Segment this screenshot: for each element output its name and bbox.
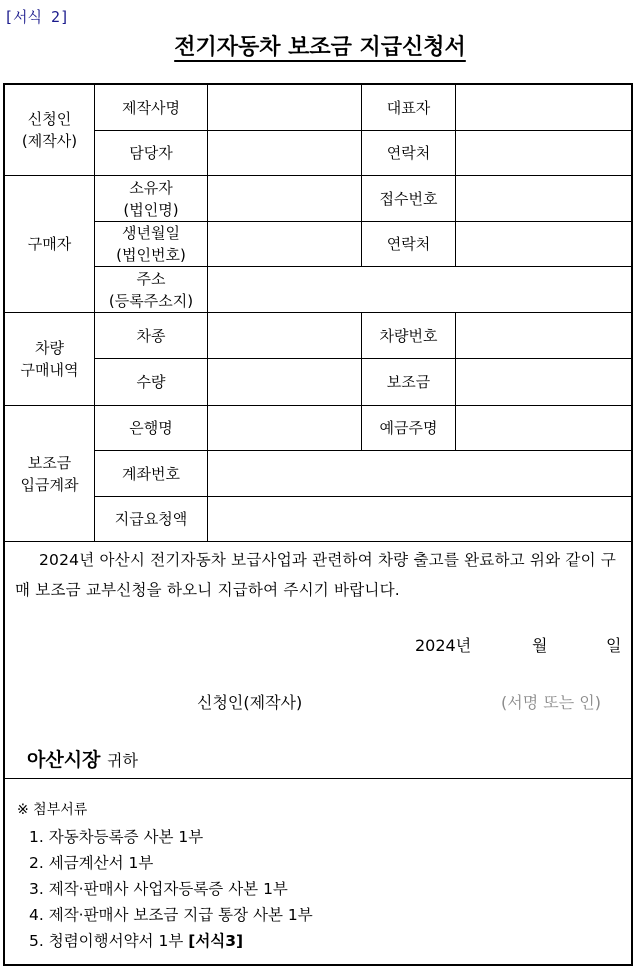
- label-address: 주소 (등록주소지): [95, 267, 208, 313]
- field-buyer-contact[interactable]: [456, 222, 631, 267]
- field-address[interactable]: [208, 267, 631, 313]
- attachment-item: 4. 제작·판매사 보조금 지급 통장 사본 1부: [29, 906, 313, 924]
- application-form: [3, 83, 633, 966]
- page-title: [0, 30, 640, 61]
- attachment-item: 3. 제작·판매사 사업자등록증 사본 1부: [29, 880, 288, 898]
- label-manager: 담당자: [95, 131, 208, 176]
- field-account-holder[interactable]: [456, 406, 631, 451]
- form-number: [서식 2]: [4, 8, 70, 26]
- attachments-title: ※ 첨부서류: [17, 802, 88, 818]
- field-plate-number[interactable]: [456, 313, 631, 359]
- signature-label: 신청인(제작사): [197, 693, 303, 712]
- label-applicant-contact: 연락처: [362, 131, 456, 176]
- label-representative: 대표자: [362, 85, 456, 131]
- field-birth-date[interactable]: [208, 222, 362, 267]
- attachment-item: [29, 929, 243, 951]
- label-vehicle-model: 차종: [95, 313, 208, 359]
- field-manager[interactable]: [208, 131, 362, 176]
- signature-hint: (서명 또는 인): [501, 693, 601, 712]
- field-owner[interactable]: [208, 176, 362, 222]
- field-representative[interactable]: [456, 85, 631, 131]
- label-owner: 소유자 (법인명): [95, 176, 208, 222]
- field-manufacturer-name[interactable]: [208, 85, 362, 131]
- date-month: 월: [532, 636, 548, 655]
- field-vehicle-model[interactable]: [208, 313, 362, 359]
- label-birth-date: 생년월일 (법인번호): [95, 222, 208, 267]
- field-subsidy[interactable]: [456, 359, 631, 406]
- label-quantity: 수량: [95, 359, 208, 406]
- field-requested-amount[interactable]: [208, 497, 631, 542]
- field-applicant-contact[interactable]: [456, 131, 631, 176]
- date-year: 2024년: [415, 636, 472, 655]
- label-plate-number: 차량번호: [362, 313, 456, 359]
- attachment-item-text: 5. 청렴이행서약서 1부: [29, 932, 184, 950]
- field-receipt-number[interactable]: [456, 176, 631, 222]
- label-account-holder: 예금주명: [362, 406, 456, 451]
- section-vehicle: 차량 구매내역: [5, 313, 95, 406]
- label-buyer-contact: 연락처: [362, 222, 456, 267]
- attachment-item: 1. 자동차등록증 사본 1부: [29, 828, 204, 846]
- section-buyer: 구매자: [5, 176, 95, 313]
- attachment-item: 2. 세금계산서 1부: [29, 854, 154, 872]
- attachment-form-tag: [서식3]: [188, 932, 244, 950]
- field-account-number[interactable]: [208, 451, 631, 497]
- label-manufacturer-name: 제작사명: [95, 85, 208, 131]
- title-text: 전기자동차 보조금 지급신청서: [174, 35, 466, 60]
- date-day: 일: [606, 636, 622, 655]
- label-requested-amount: 지급요청액: [95, 497, 208, 542]
- section-applicant: 신청인 (제작사): [5, 85, 95, 176]
- recipient-suffix: 귀하: [107, 751, 138, 770]
- field-bank-name[interactable]: [208, 406, 362, 451]
- section-account: 보조금 입금계좌: [5, 406, 95, 542]
- application-statement: 2024년 아산시 전기자동차 보급사업과 관련하여 차량 출고를 완료하고 위와 같이 구매 보조금 교부신청을 하오니 지급하여 주시기 바랍니다.: [15, 551, 617, 599]
- recipient-name: 아산시장: [27, 749, 101, 771]
- section-divider: [5, 778, 631, 779]
- label-subsidy: 보조금: [362, 359, 456, 406]
- field-quantity[interactable]: [208, 359, 362, 406]
- label-bank-name: 은행명: [95, 406, 208, 451]
- label-receipt-number: 접수번호: [362, 176, 456, 222]
- label-account-number: 계좌번호: [95, 451, 208, 497]
